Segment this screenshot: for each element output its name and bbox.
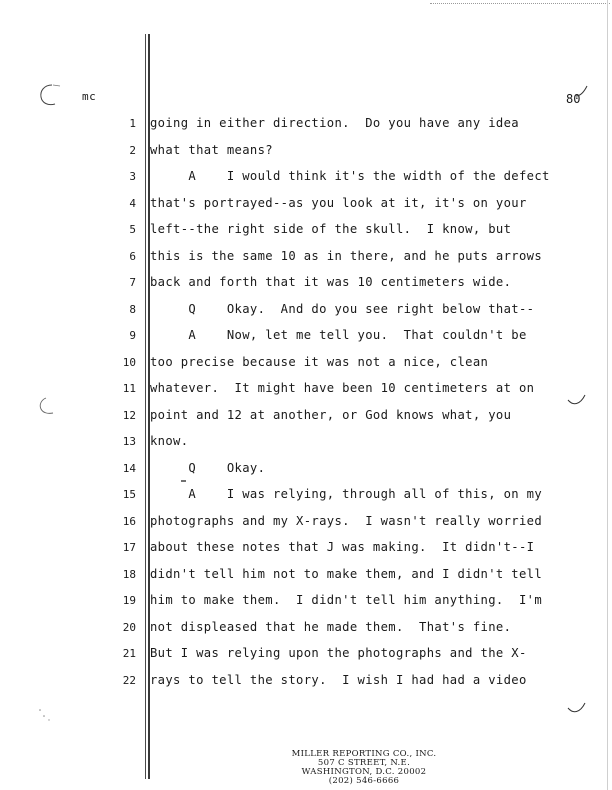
line-number: 8 — [129, 303, 136, 316]
line-number: 16 — [122, 515, 136, 528]
line-number: 9 — [129, 329, 136, 342]
line-number: 5 — [129, 223, 136, 236]
scan-edge-line — [607, 0, 608, 790]
footer-phone: (202) 546-6666 — [328, 776, 400, 786]
transcript-line: whatever. It might have been 10 centimeters at on — [150, 381, 535, 395]
footer-street: 507 C STREET, N.E. — [317, 758, 411, 768]
line-number: 20 — [122, 621, 136, 634]
margin-checkmark-bottom — [566, 700, 588, 718]
page-number-checkmark — [574, 84, 590, 100]
line-number: 18 — [122, 568, 136, 581]
punch-hole-mark-middle — [36, 394, 64, 418]
transcript-line: going in either direction. Do you have any idea — [150, 116, 519, 130]
transcript-line: photographs and my X-rays. I wasn't really worried — [150, 514, 543, 528]
punch-hole-mark-bottom — [34, 704, 60, 726]
line-number: 10 — [122, 356, 136, 369]
transcript-line: left--the right side of the skull. I know, but — [150, 222, 512, 236]
transcript-line: Q Okay. And do you see right below that-- — [150, 302, 535, 316]
transcript-line: A I was relying, through all of this, on my — [150, 487, 543, 501]
pen-mark — [180, 478, 190, 484]
line-number: 15 — [122, 488, 136, 501]
page-number: 80 — [566, 92, 581, 106]
transcript-line: back and forth that it was 10 centimeters wide. — [150, 275, 512, 289]
transcript-line: But I was relying upon the photographs and the X- — [150, 646, 527, 660]
line-number: 2 — [129, 144, 136, 157]
footer-city: WASHINGTON, D.C. 20002 — [301, 767, 427, 777]
transcript-line: what that means? — [150, 143, 273, 157]
reporter-footer — [266, 750, 462, 786]
transcript-line: point and 12 at another, or God knows what, you — [150, 408, 512, 422]
transcript-line: didn't tell him not to make them, and I didn't tell — [150, 567, 543, 581]
line-number: 21 — [122, 647, 136, 660]
footer-company: MILLER REPORTING CO., INC. — [291, 749, 437, 759]
transcript-line: that's portrayed--as you look at it, it's on your — [150, 196, 527, 210]
transcript-line: A I would think it's the width of the defect — [150, 169, 550, 183]
transcript-line: A Now, let me tell you. That couldn't be — [150, 328, 527, 342]
line-number: 6 — [129, 250, 136, 263]
transcript-line: him to make them. I didn't tell him anything. I'm — [150, 593, 543, 607]
transcript-line: know. — [150, 434, 189, 448]
transcript-line: Q Okay. — [150, 461, 266, 475]
line-number: 13 — [122, 435, 136, 448]
line-number: 19 — [122, 594, 136, 607]
reporter-initials: mc — [82, 90, 97, 103]
line-number: 3 — [129, 170, 136, 183]
transcript-line: about these notes that J was making. It didn't--I — [150, 540, 535, 554]
line-number: 11 — [122, 382, 136, 395]
line-number: 14 — [122, 462, 136, 475]
transcript-line: too precise because it was not a nice, clean — [150, 355, 489, 369]
line-number: 12 — [122, 409, 136, 422]
line-number: 4 — [129, 197, 136, 210]
margin-checkmark — [566, 392, 588, 410]
line-number: 1 — [129, 117, 136, 130]
transcript-line: rays to tell the story. I wish I had had a video — [150, 673, 527, 687]
line-number: 17 — [122, 541, 136, 554]
scan-artifact-dots — [430, 3, 610, 4]
punch-hole-mark-top — [38, 82, 68, 108]
line-number: 22 — [122, 674, 136, 687]
line-number: 7 — [129, 276, 136, 289]
transcript-line: not displeased that he made them. That's fine. — [150, 620, 512, 634]
transcript-line: this is the same 10 as in there, and he puts arrows — [150, 249, 543, 263]
